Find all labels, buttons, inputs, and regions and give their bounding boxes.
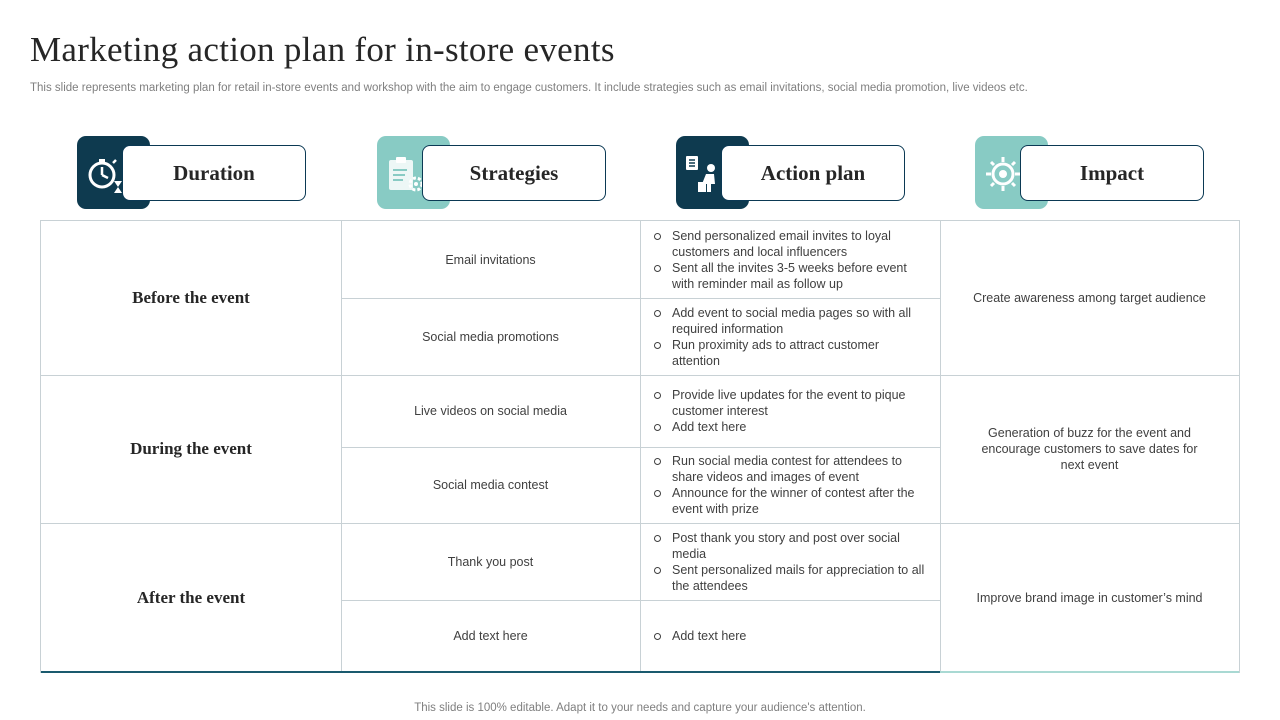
action-plan-item: Send personalized email invites to loyal customers and local influencers bbox=[652, 228, 928, 260]
phase-label: After the event bbox=[136, 587, 246, 607]
header-impact bbox=[975, 136, 1204, 209]
header-label: Strategies bbox=[422, 145, 606, 201]
target-gear-icon bbox=[983, 154, 1023, 194]
slide-subtitle: This slide represents marketing plan for retail in-store events and workshop with the aim to engage customers. It include strategies such as email invitations, social media promotion, live videos etc. bbox=[30, 82, 1028, 94]
stopwatch-icon bbox=[85, 154, 125, 194]
header-strategies bbox=[377, 136, 606, 209]
action-plan-cell bbox=[640, 375, 940, 447]
strategy-cell: Email invitations bbox=[445, 252, 536, 267]
action-plan-item: Sent all the invites 3-5 weeks before event with reminder mail as follow up bbox=[652, 260, 928, 292]
clipboard-gear-icon bbox=[385, 154, 425, 194]
strategy-cell: Social media contest bbox=[432, 478, 549, 492]
action-plan-item: Post thank you story and post over social media bbox=[652, 530, 928, 562]
strategy-cell: Social media promotions bbox=[422, 329, 559, 344]
plan-table bbox=[40, 220, 1240, 673]
action-plan-item: Announce for the winner of contest after the event with prize bbox=[652, 485, 928, 517]
action-plan-item: Run proximity ads to attract customer attention bbox=[652, 337, 928, 369]
action-plan-cell bbox=[640, 298, 940, 375]
action-plan-item: Add text here bbox=[652, 419, 928, 435]
action-plan-item: Add event to social media pages so with all required information bbox=[652, 305, 928, 337]
action-plan-item: Sent personalized mails for appreciation to all the attendees bbox=[652, 562, 928, 594]
header-action-plan bbox=[676, 136, 905, 209]
strategy-cell: Thank you post bbox=[447, 554, 534, 569]
action-plan-cell bbox=[640, 447, 940, 523]
action-plan-cell bbox=[640, 523, 940, 600]
header-label: Action plan bbox=[721, 145, 905, 201]
strategy-cell: Add text here bbox=[453, 629, 528, 643]
impact-cell: Improve brand image in customer’s mind bbox=[976, 590, 1203, 605]
phase-label: Before the event bbox=[132, 288, 250, 307]
header-label: Duration bbox=[122, 145, 306, 201]
impact-cell: Create awareness among target audience bbox=[973, 291, 1206, 305]
action-plan-item: Provide live updates for the event to pique customer interest bbox=[652, 387, 928, 419]
slide-footer: This slide is 100% editable. Adapt it to your needs and capture your audience's attention. bbox=[414, 702, 866, 714]
strategy-cell: Live videos on social media bbox=[414, 404, 567, 418]
action-plan-cell bbox=[640, 221, 940, 298]
header-label: Impact bbox=[1020, 145, 1204, 201]
person-checklist-icon bbox=[684, 154, 724, 194]
impact-cell: Generation of buzz for the event and encourage customers to save dates for next event bbox=[981, 426, 1198, 472]
phase-label: During the event bbox=[130, 439, 252, 458]
action-plan-item: Run social media contest for attendees to share videos and images of event bbox=[652, 453, 928, 485]
header-duration bbox=[77, 136, 306, 209]
action-plan-item: Add text here bbox=[652, 628, 928, 644]
slide-title: Marketing action plan for in-store events bbox=[30, 30, 615, 69]
action-plan-cell bbox=[640, 600, 940, 672]
